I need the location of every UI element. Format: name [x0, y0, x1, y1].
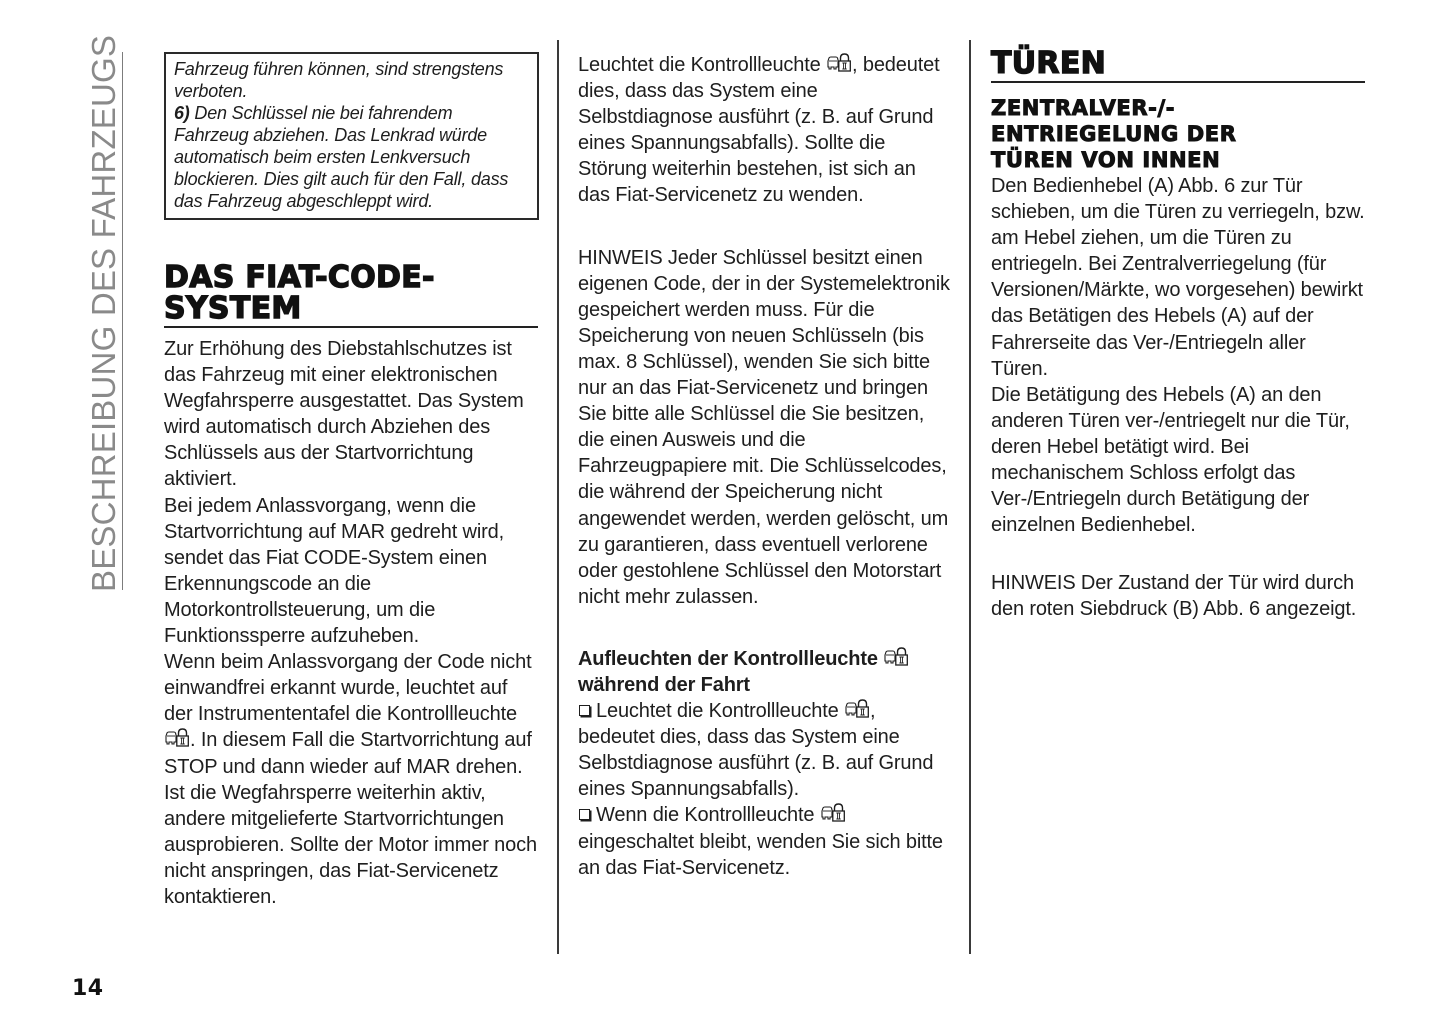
side-title-rule: [122, 52, 123, 590]
note-number: 6): [174, 103, 190, 123]
note-paragraph: HINWEIS Jeder Schlüssel besitzt einen eigenen Code, der in der Systemelektronik gespeichert werden muss. Für die Speicherung von neuen Schlüsseln (bis max. 8 Schlüssel), wenden Sie sich bitte nur an das Fiat-Servicenetz und bringen Sie bitte alle Schlüssel die Sie besitzen, die einen Ausweis und die Fahrzeugpapiere mit. Die Schlüsselcodes, die während der Speicherung nicht angewendet werden, werden gelöscht, um zu garantieren, dass eventuell verlorene oder gestohlene Schlüssel den Motorstart nicht mehr zulassen.: [578, 246, 950, 608]
bullet-item: Leuchtet die Kontrollleuchte , bedeutet dies, dass das System eine Selbstdiagnose ausführt (z. B. auf Grund eines Spannungsabfalls).: [578, 700, 934, 801]
paragraph: Zur Erhöhung des Diebstahlschutzes ist das Fahrzeug mit einer elektronischen Wegfahrsperre ausgestattet. Das System wird automatisch durch Abziehen des Schlüssels aus der Startvorrichtung aktiviert.: [164, 338, 524, 491]
column-divider-2: [969, 40, 971, 954]
checkbox-square-bullet-icon: [579, 705, 590, 716]
warning-box-text: Fahrzeug führen können, sind strengstens verboten.: [174, 59, 504, 101]
heading-line-1: DAS FIAT-CODE-: [164, 260, 435, 295]
subheading-central-locking: ZENTRALVER-/- ENTRIEGELUNG DER TÜREN VON INNEN: [991, 96, 1237, 172]
paragraph: Wenn beim Anlassvorgang der Code nicht einwandfrei erkannt wurde, leuchtet auf der Instrumententafel die Kontrollleuchte . In diesem Fall die Startvorrichtung auf STOP und dann wieder auf MAR drehen. Ist die Wegfahrsperre weiterhin aktiv, andere mitgelieferte Startvorrichtungen ausprobieren. Sollte der Motor immer noch nicht anspringen, das Fiat-Servicenetz kontaktieren.: [164, 651, 537, 908]
paragraph: Die Betätigung des Hebels (A) an den anderen Türen ver-/entriegelt nur die Tür, deren Hebel betätigt wird. Bei mechanischem Schloss erfolgt das Ver-/Entriegeln durch Betätigung der einzelnen Bedienhebel.: [991, 383, 1350, 537]
paragraph: Den Bedienhebel (A) Abb. 6 zur Tür schieben, um die Türen zu verriegeln, bzw. am Hebel ziehen, um die Türen zu entriegeln. Bei Zentralverriegelung (für Versionen/Märkte, wo vorgesehen) bewirkt das Betätigen des Hebels (A) auf der Fahrerseite das Ver-/Entriegeln aller Türen.: [991, 175, 1365, 380]
section-heading-fiat-code: [164, 262, 538, 328]
bullet-item: Wenn die Kontrollleuchte eingeschaltet bleibt, wenden Sie sich bitte an das Fiat-Servicenetz.: [578, 804, 943, 879]
chapter-side-title: BESCHREIBUNG DES FAHRZEUGS: [85, 34, 122, 592]
column-1: [164, 52, 538, 910]
checkbox-square-bullet-icon: [579, 809, 590, 820]
immobilizer-warning-light-icon: [883, 646, 909, 668]
subheading-warning-light-while-driving: Aufleuchten der Kontrollleuchte während der Fahrt: [578, 646, 952, 698]
note-text: Den Schlüssel nie bei fahrendem Fahrzeug abziehen. Das Lenkrad würde automatisch beim ersten Lenkversuch blockieren. Dies gilt auch für den Fall, dass das Fahrzeug abgeschleppt wird.: [174, 103, 509, 211]
section-heading-doors: TÜREN: [991, 48, 1365, 83]
column-divider-1: [557, 40, 559, 954]
column-3: [991, 46, 1365, 623]
immobilizer-warning-light-icon: [844, 698, 870, 720]
warning-box: [164, 52, 539, 220]
immobilizer-warning-light-icon: [164, 727, 190, 749]
immobilizer-warning-light-icon: [820, 802, 846, 824]
note-paragraph: HINWEIS Der Zustand der Tür wird durch den roten Siebdruck (B) Abb. 6 angezeigt.: [991, 572, 1357, 621]
immobilizer-warning-light-icon: [826, 52, 852, 74]
paragraph: Bei jedem Anlassvorgang, wenn die Startvorrichtung auf MAR gedreht wird, sendet das Fiat CODE-System einen Erkennungscode an die Motorkontrollsteuerung, um die Funktionssperre aufzuheben.: [164, 494, 505, 648]
heading-line-2: SYSTEM: [164, 291, 302, 326]
column-2: [578, 52, 952, 881]
page-number: 14: [72, 976, 104, 1001]
paragraph: Leuchtet die Kontrollleuchte , bedeutet dies, dass das System eine Selbstdiagnose ausführt (z. B. auf Grund eines Spannungsabfalls). Sollte die Störung weiterhin bestehen, ist sich an das Fiat-Servicenetz zu wenden.: [578, 54, 940, 207]
